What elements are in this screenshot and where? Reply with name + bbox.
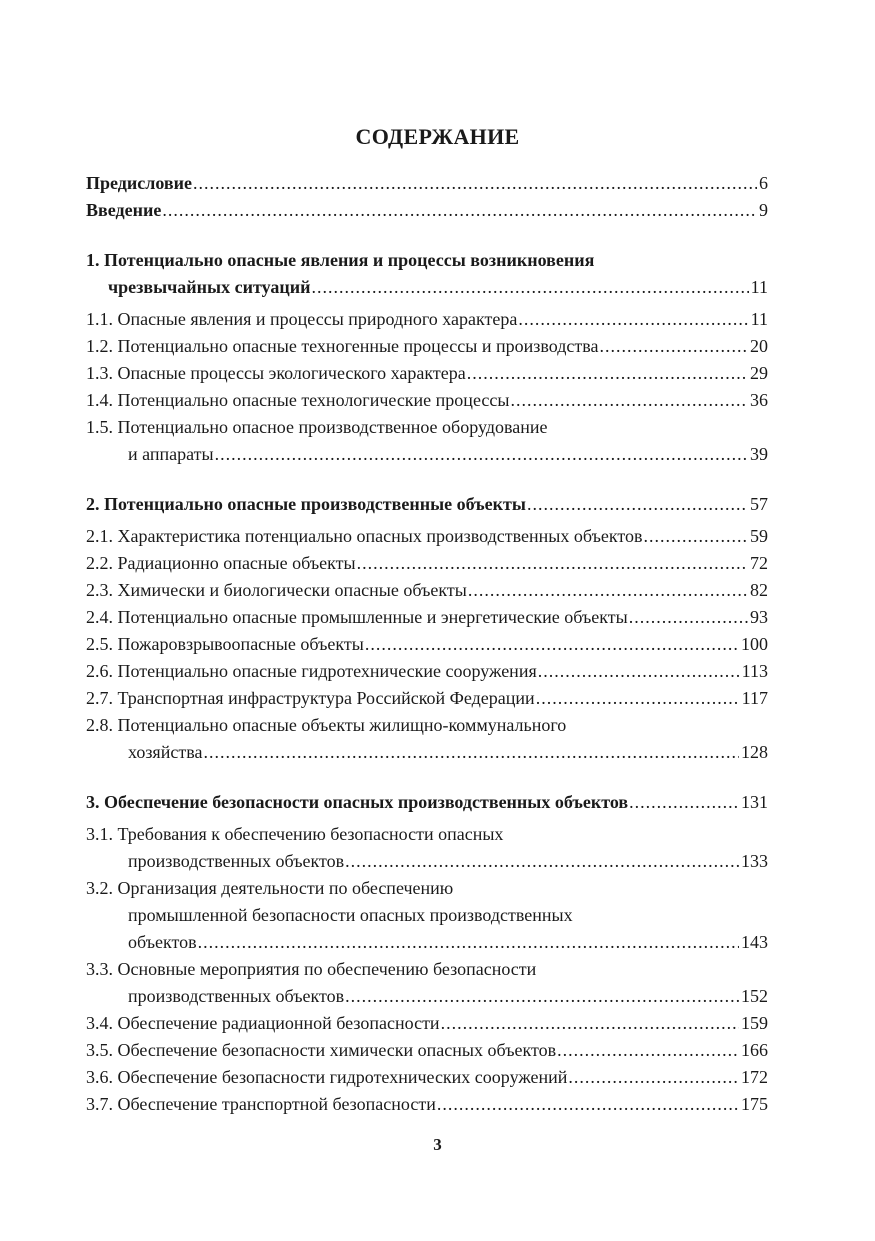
toc-entry-page: 59 [750, 526, 768, 546]
table-of-contents [86, 170, 768, 1118]
toc-entry-text: 2.4. Потенциально опасные промышленные и энергетические объекты [86, 607, 628, 627]
dot-leader [357, 550, 748, 577]
toc-entry[interactable] [86, 387, 768, 414]
toc-entry-text: 1. Потенциально опасные явления и процессы возникновения [86, 250, 595, 270]
toc-entry-line1[interactable] [86, 875, 768, 902]
toc-entry-line1[interactable] [86, 821, 768, 848]
toc-entry-page: 133 [741, 851, 768, 871]
dot-leader [437, 1091, 739, 1118]
toc-entry[interactable] [86, 1064, 768, 1091]
toc-entry-intro[interactable] [86, 197, 768, 224]
toc-entry-page: 9 [759, 200, 768, 220]
page-number: 3 [433, 1135, 442, 1154]
toc-entry-page: 6 [759, 173, 768, 193]
toc-entry-page: 11 [750, 309, 768, 329]
toc-entry-page: 172 [741, 1067, 768, 1087]
toc-entry-page: 93 [750, 607, 768, 627]
toc-entry[interactable] [86, 685, 768, 712]
dot-leader [215, 441, 748, 468]
toc-entry-text: 3.3. Основные мероприятия по обеспечению безопасности [86, 959, 537, 979]
toc-entry-page: 131 [741, 792, 768, 812]
toc-entry-page: 11 [750, 277, 768, 297]
toc-entry[interactable] [86, 658, 768, 685]
page-title: СОДЕРЖАНИЕ [355, 124, 520, 149]
toc-entry-page: 39 [750, 444, 768, 464]
toc-entry-page: 152 [741, 986, 768, 1006]
toc-entry[interactable] [86, 577, 768, 604]
dot-leader [467, 360, 748, 387]
section-1-heading-line1[interactable] [86, 247, 768, 274]
toc-entry-text: производственных объектов [128, 851, 345, 871]
toc-entry-text: 2.1. Характеристика потенциально опасных производственных объектов [86, 526, 643, 546]
toc-entry-text: 2.2. Радиационно опасные объекты [86, 553, 356, 573]
toc-entry-text: 1.1. Опасные явления и процессы природного характера [86, 309, 518, 329]
toc-entry-page: 166 [741, 1040, 768, 1060]
toc-entry-text: 3.6. Обеспечение безопасности гидротехнических сооружений [86, 1067, 568, 1087]
toc-entry-text: 2.5. Пожаровзрывоопасные объекты [86, 634, 364, 654]
toc-entry-page: 117 [741, 688, 768, 708]
toc-entry-text: промышленной безопасности опасных производственных [128, 905, 573, 925]
toc-entry-page: 57 [750, 494, 768, 514]
dot-leader [365, 631, 739, 658]
toc-entry-text: хозяйства [128, 742, 203, 762]
toc-entry-page: 82 [750, 580, 768, 600]
toc-entry-text: 3.2. Организация деятельности по обеспечению [86, 878, 454, 898]
dot-leader [599, 333, 748, 360]
toc-entry-page: 20 [750, 336, 768, 356]
toc-entry-line1[interactable] [86, 712, 768, 739]
toc-entry-text: 2. Потенциально опасные производственные объекты [86, 494, 526, 514]
toc-entry-line2[interactable] [86, 983, 768, 1010]
toc-entry-line2[interactable] [86, 441, 768, 468]
toc-entry-text: 2.8. Потенциально опасные объекты жилищно-коммунального [86, 715, 567, 735]
toc-entry-page: 143 [741, 932, 768, 952]
toc-entry-text: объектов [128, 932, 197, 952]
toc-entry-text: 1.3. Опасные процессы экологического характера [86, 363, 466, 383]
toc-entry[interactable] [86, 306, 768, 333]
dot-leader [629, 604, 748, 631]
toc-entry-text: Введение [86, 200, 162, 220]
dot-leader [198, 929, 739, 956]
dot-leader [193, 170, 757, 197]
toc-entry[interactable] [86, 1010, 768, 1037]
toc-entry-text: производственных объектов [128, 986, 345, 1006]
toc-entry-text: 2.7. Транспортная инфраструктура Российской Федерации [86, 688, 535, 708]
toc-entry-text: и аппараты [128, 444, 214, 464]
dot-leader [510, 387, 748, 414]
dot-leader [203, 739, 739, 766]
toc-entry-text: 3.4. Обеспечение радиационной безопасности [86, 1013, 440, 1033]
dot-leader [644, 523, 748, 550]
toc-entry-page: 159 [741, 1013, 768, 1033]
toc-entry-page: 100 [741, 634, 768, 654]
dot-leader [518, 306, 748, 333]
toc-entry-line3[interactable] [86, 929, 768, 956]
toc-entry[interactable] [86, 360, 768, 387]
toc-entry[interactable] [86, 523, 768, 550]
toc-entry-text: 1.4. Потенциально опасные технологические процессы [86, 390, 510, 410]
toc-entry-text: 3.7. Обеспечение транспортной безопасности [86, 1094, 436, 1114]
toc-entry[interactable] [86, 631, 768, 658]
toc-entry[interactable] [86, 604, 768, 631]
toc-entry-line2[interactable] [86, 739, 768, 766]
dot-leader [468, 577, 748, 604]
toc-entry[interactable] [86, 1037, 768, 1064]
toc-entry[interactable] [86, 1091, 768, 1118]
toc-entry-page: 29 [750, 363, 768, 383]
dot-leader [557, 1037, 739, 1064]
toc-entry-line2[interactable] [86, 902, 768, 929]
toc-entry-text: чрезвычайных ситуаций [108, 277, 311, 297]
toc-entry-text: 3. Обеспечение безопасности опасных производственных объектов [86, 792, 629, 812]
toc-entry[interactable] [86, 550, 768, 577]
toc-entry-page: 113 [741, 661, 768, 681]
toc-entry-text: 2.6. Потенциально опасные гидротехнические сооружения [86, 661, 537, 681]
dot-leader [441, 1010, 739, 1037]
toc-entry-text: 3.1. Требования к обеспечению безопасности опасных [86, 824, 504, 844]
dot-leader [345, 848, 739, 875]
toc-entry-page: 175 [741, 1094, 768, 1114]
dot-leader [162, 197, 757, 224]
toc-entry-text: 2.3. Химически и биологически опасные объекты [86, 580, 467, 600]
toc-entry-line1[interactable] [86, 956, 768, 983]
section-3-heading[interactable] [86, 789, 768, 816]
toc-entry-text: 3.5. Обеспечение безопасности химически опасных объектов [86, 1040, 557, 1060]
toc-entry-page: 36 [750, 390, 768, 410]
section-2-heading[interactable] [86, 491, 768, 518]
toc-entry-line2[interactable] [86, 848, 768, 875]
toc-entry-line1[interactable] [86, 414, 768, 441]
toc-entry-text: Предисловие [86, 173, 192, 193]
toc-entry-page: 128 [741, 742, 768, 762]
toc-entry-preface[interactable] [86, 170, 768, 197]
dot-leader [568, 1064, 739, 1091]
dot-leader [345, 983, 739, 1010]
dot-leader [311, 274, 748, 301]
dot-leader [536, 685, 740, 712]
section-1-heading-line2[interactable] [86, 274, 768, 301]
toc-entry-page: 72 [750, 553, 768, 573]
toc-entry-text: 1.5. Потенциально опасное производственное оборудование [86, 417, 548, 437]
toc-entry-text: 1.2. Потенциально опасные техногенные процессы и производства [86, 336, 599, 356]
dot-leader [538, 658, 740, 685]
toc-entry[interactable] [86, 333, 768, 360]
dot-leader [629, 789, 739, 816]
dot-leader [527, 491, 748, 518]
